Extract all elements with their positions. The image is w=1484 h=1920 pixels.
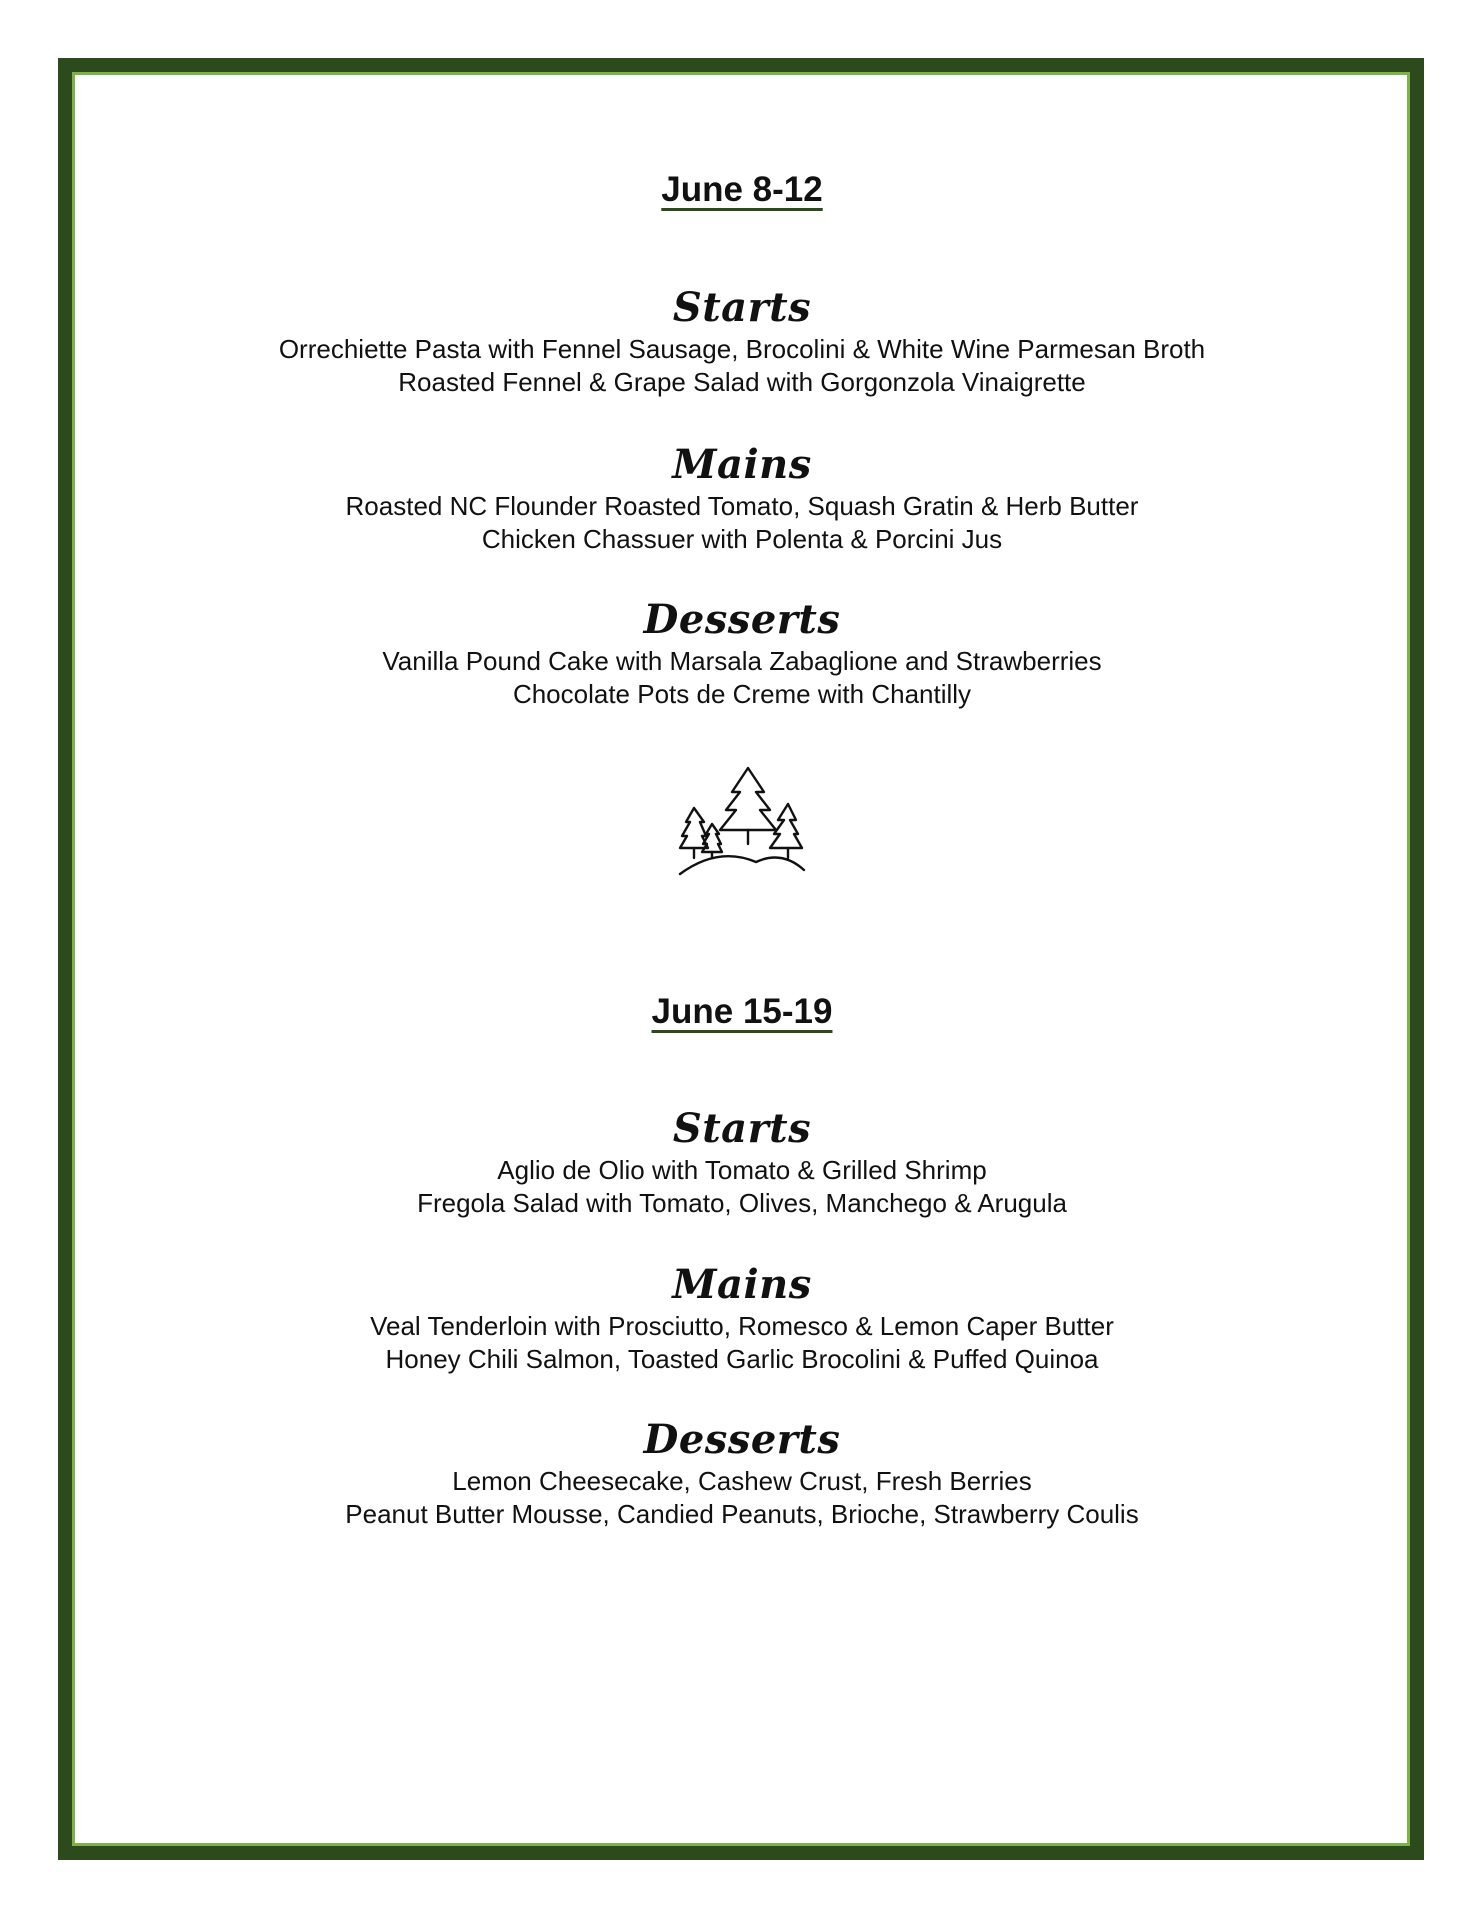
course-starts [0,1104,1484,1220]
dish-item: Orrechiette Pasta with Fennel Sausage, Brocolini & White Wine Parmesan Broth [278,334,1206,364]
week-title: June 8-12 [661,170,823,209]
course-desserts [0,1415,1484,1531]
dish-item: Vanilla Pound Cake with Marsala Zabaglione and Strawberries [382,646,1102,676]
trees-icon [678,766,806,876]
dish-item: Chocolate Pots de Creme with Chantilly [512,679,972,709]
dish-item: Fregola Salad with Tomato, Olives, Manchego & Arugula [417,1188,1067,1218]
dish-item: Peanut Butter Mousse, Candied Peanuts, Brioche, Strawberry Coulis [345,1499,1139,1529]
week-section-1 [0,170,1484,210]
tree-right [770,804,802,848]
week-section-2 [0,992,1484,1032]
dish-item: Honey Chili Salmon, Toasted Garlic Brocolini & Puffed Quinoa [385,1344,1099,1374]
week-title: June 15-19 [651,992,833,1031]
dish-item: Lemon Cheesecake, Cashew Crust, Fresh Berries [452,1466,1032,1496]
dish-item: Roasted Fennel & Grape Salad with Gorgonzola Vinaigrette [398,367,1086,397]
course-heading: Desserts [643,1416,841,1463]
hills-line [680,856,804,874]
dish-item: Aglio de Olio with Tomato & Grilled Shrimp [497,1155,987,1185]
tree-center [720,768,776,830]
course-heading: Mains [672,441,812,488]
dish-item: Chicken Chassuer with Polenta & Porcini Jus [481,524,1003,554]
dish-item: Roasted NC Flounder Roasted Tomato, Squash Gratin & Herb Butter [345,491,1139,521]
course-mains [0,440,1484,556]
tree-small [702,824,722,852]
course-desserts [0,595,1484,711]
course-heading: Starts [672,1105,812,1152]
course-mains [0,1260,1484,1376]
course-heading: Desserts [643,596,841,643]
course-starts [0,283,1484,399]
course-heading: Mains [672,1261,812,1308]
dish-item: Veal Tenderloin with Prosciutto, Romesco & Lemon Caper Butter [370,1311,1114,1341]
course-heading: Starts [672,284,812,331]
